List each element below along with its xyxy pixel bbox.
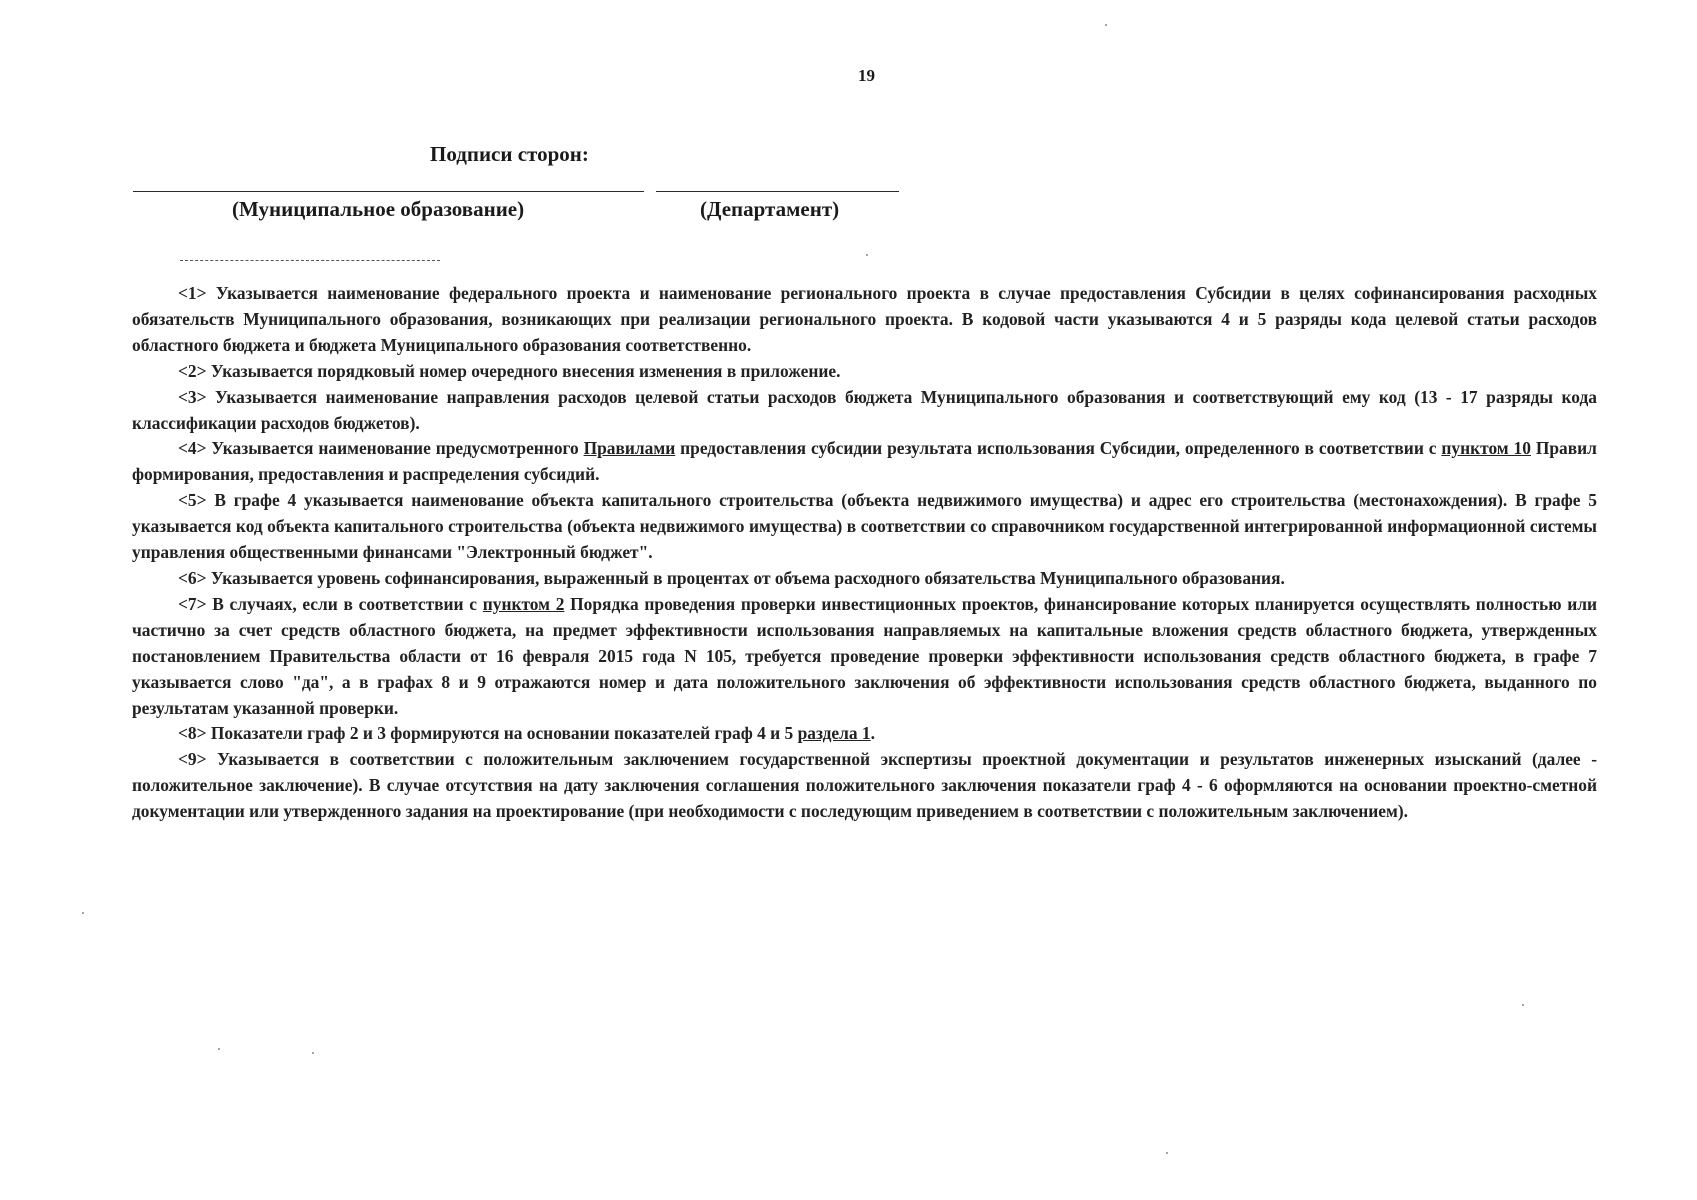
scan-speck (218, 1048, 220, 1050)
scan-speck (866, 254, 868, 256)
footnote-marker: <4> (178, 438, 207, 459)
scan-speck (1105, 24, 1107, 26)
page-number: 19 (858, 66, 875, 85)
scan-speck (312, 1052, 314, 1054)
footnote-9 (132, 747, 1597, 825)
footnote-marker: <1> (178, 283, 207, 303)
footnote-text: . (870, 723, 875, 744)
rules-link[interactable]: Правилами (583, 438, 676, 459)
footnote-marker: <2> (178, 360, 207, 381)
footnote-1 (132, 281, 1597, 359)
scan-speck (1522, 1004, 1524, 1006)
footnote-text: Указывается порядковый номер очередного внесения изменения в приложение. (210, 360, 841, 381)
footnote-text: Указывается наименование федерального проекта и наименование регионального проекта в случае предоставления Субсидии в целях софинансирования расходных обязательств Муниципального образования, возникающих при реализации регионального проекта. В кодовой части указываются 4 и 5 разряды кода целевой статьи расходов областного бюджета и бюджета Муниципального образования соответственно. (132, 283, 1597, 355)
signature-label-department: (Департамент) (700, 197, 840, 221)
signature-line-municipality (133, 191, 644, 192)
footnote-text: Указывается наименование предусмотренного (211, 438, 579, 459)
footnote-marker: <8> (178, 723, 207, 744)
footnote-2 (132, 359, 1597, 385)
footnote-marker: <3> (178, 386, 207, 407)
footnote-separator (180, 260, 440, 261)
footnote-text: Порядка проведения проверки инвестиционных проектов, финансирование которых планируется осуществлять полностью или частично за счет средств областного бюджета, на предмет эффективности использования направляемых на капитальные вложения средств областного бюджета, утвержденных постановлением Правительства области от 16 февраля 2015 года N 105, требуется проведение проверки эффективности использования средств областного бюджета, в графе 7 указывается слово "да", а в графах 8 и 9 отражаются номер и дата положительного заключения об эффективности использования средств областного бюджета, выданного по результатам указанной проверки. (132, 593, 1598, 718)
signatures-title: Подписи сторон: (430, 142, 589, 166)
footnote-4 (132, 436, 1597, 488)
footnote-8 (132, 721, 1597, 747)
footnote-text: Указывается в соответствии с положительным заключением государственной экспертизы проектной документации и результатов инженерных изысканий (далее - положительное заключение). В случае отсутствия на дату заключения соглашения положительного заключения показатели граф 4 - 6 оформляются на основании проектно-сметной документации или утвержденного задания на проектирование (при необходимости с последующим приведением в соответствии с положительным заключением). (132, 749, 1597, 822)
footnote-text: Указывается уровень софинансирования, выраженный в процентах от объема расходного обязательства Муниципального образования. (210, 567, 1285, 588)
footnote-text: Указывается наименование направления расходов целевой статьи расходов бюджета Муниципального образования и соответствующий ему код (13 - 17 разряды кода классификации расходов бюджетов). (132, 386, 1597, 433)
footnote-marker: <7> (178, 593, 207, 614)
scan-speck (1166, 1152, 1168, 1154)
footnote-7 (132, 592, 1597, 722)
signature-label-municipality: (Муниципальное образование) (232, 197, 525, 221)
footnote-marker: <5> (178, 490, 207, 511)
scan-speck (82, 912, 84, 914)
footnote-text: В графе 4 указывается наименование объекта капитального строительства (объекта недвижимого имущества) и адрес его строительства (местонахождения). В графе 5 указывается код объекта капитального строительства (объекта недвижимого имущества) в соответствии со справочником государственной интегрированной информационной системы управления общественными финансами "Электронный бюджет". (132, 490, 1597, 563)
footnote-text: Показатели граф 2 и 3 формируются на основании показателей граф 4 и 5 (210, 723, 794, 744)
footnote-marker: <6> (178, 567, 207, 588)
signature-line-department (656, 191, 899, 192)
footnote-marker: <9> (178, 749, 207, 770)
clause-2-link[interactable]: пунктом 2 (482, 593, 565, 614)
footnote-text: предоставления субсидии результата использования Субсидии, определенного в соответствии с (680, 438, 1437, 459)
footnotes-list (132, 281, 1597, 825)
footnote-3 (132, 385, 1597, 437)
section-1-link[interactable]: раздела 1 (797, 723, 871, 744)
footnote-6 (132, 566, 1597, 592)
footnote-5 (132, 488, 1597, 566)
clause-10-link[interactable]: пунктом 10 (1441, 438, 1531, 459)
footnote-text: Правил формирования, предоставления и распределения субсидий. (132, 438, 1597, 485)
footnote-text: В случаях, если в соответствии с (212, 593, 478, 614)
